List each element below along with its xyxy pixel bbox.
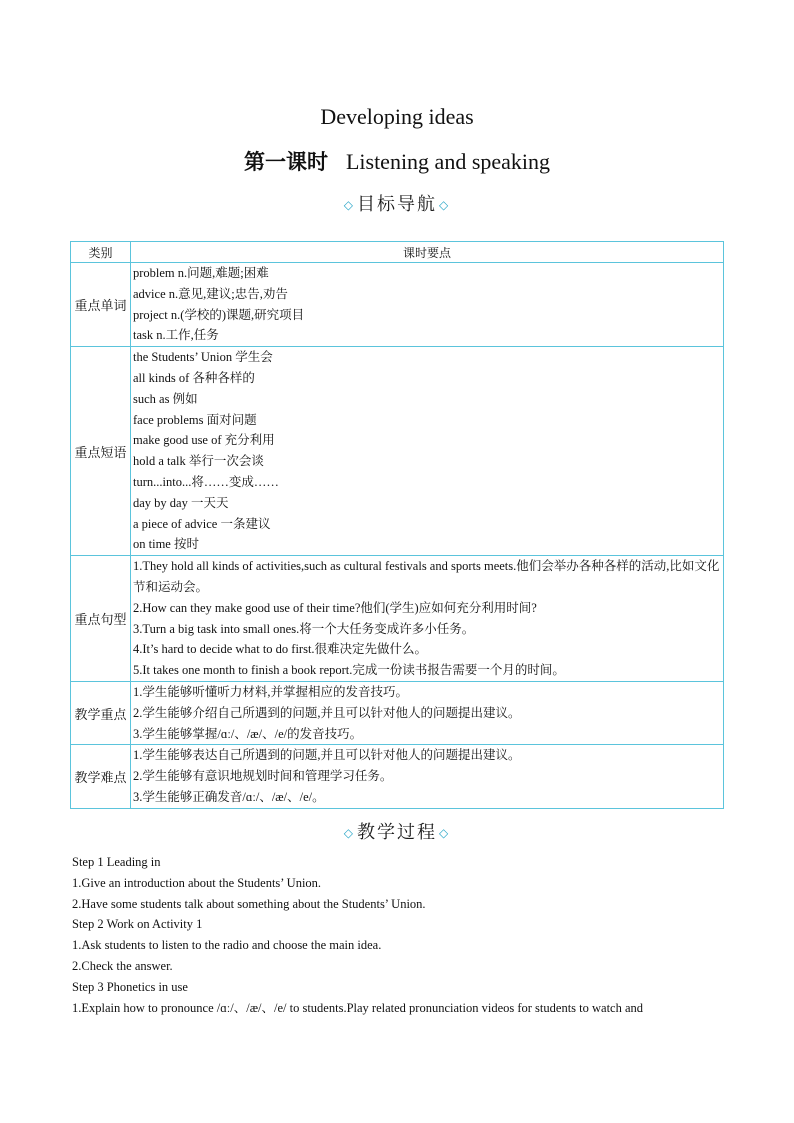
lesson-label: 第一课时 [243, 150, 328, 174]
list-item: on time 按时 [133, 537, 199, 552]
list-item: 3.学生能够掌握/ɑː/、/æ/、/e/的发音技巧。 [133, 726, 363, 741]
list-item: 2.学生能够有意识地规划时间和管理学习任务。 [133, 769, 393, 784]
row-category: 重点短语 [71, 347, 131, 556]
process-line: 1.Explain how to pronounce /ɑː/、/æ/、/e/ to students.Play related pronunciation videos for students to watch and [72, 1000, 644, 1015]
list-item: project n.(学校的)课题,研究项目 [133, 307, 305, 322]
list-item: 2.学生能够介绍自己所遇到的问题,并且可以针对他人的问题提出建议。 [133, 705, 521, 720]
process-line: 1.Ask students to listen to the radio and choose the main idea. [72, 938, 382, 953]
diamond-icon: ◇ [343, 826, 355, 840]
table-row [71, 263, 724, 347]
list-item: problem n.问题,难题;困难 [133, 266, 269, 280]
list-item: 3.学生能够正确发音/ɑː/、/æ/、/e/。 [133, 789, 325, 804]
list-item: task n.工作,任务 [133, 328, 219, 343]
row-category: 重点句型 [71, 556, 131, 682]
list-item: hold a talk 举行一次会谈 [133, 454, 264, 469]
process-line: Step 1 Leading in [72, 855, 161, 869]
row-content [131, 745, 724, 808]
process-line: Step 2 Work on Activity 1 [72, 917, 203, 932]
list-item: 1.They hold all kinds of activities,such as cultural festivals and sports meets.他们会举办各种各样的活动,比如文化节和运动会。 [133, 559, 720, 594]
goals-heading [0, 190, 794, 216]
row-category: 教学重点 [71, 681, 131, 744]
lesson-points-table [70, 241, 724, 809]
teaching-process [72, 852, 724, 1018]
row-category: 教学难点 [71, 745, 131, 808]
row-content [131, 556, 724, 682]
list-item: day by day 一天天 [133, 495, 229, 510]
process-heading-text: 教学过程 [357, 822, 437, 843]
row-content [131, 681, 724, 744]
page-title: Developing ideas [320, 104, 474, 129]
process-line: 1.Give an introduction about the Students’ Union. [72, 875, 322, 890]
process-line: Step 3 Phonetics in use [72, 979, 188, 994]
lesson-heading [0, 146, 794, 176]
list-item: 3.Turn a big task into small ones.将一个大任务变成许多小任务。 [133, 621, 475, 636]
list-item: all kinds of 各种各样的 [133, 370, 255, 385]
table-header-row [71, 242, 724, 263]
table-header-points: 课时要点 [131, 242, 724, 263]
list-item: advice n.意见,建议;忠告,劝告 [133, 286, 288, 301]
diamond-icon: ◇ [439, 826, 451, 840]
list-item: face problems 面对问题 [133, 412, 257, 427]
list-item: 1.学生能够表达自己所遇到的问题,并且可以针对他人的问题提出建议。 [133, 748, 521, 763]
process-heading [0, 818, 794, 844]
row-content [131, 263, 724, 347]
diamond-icon: ◇ [439, 198, 451, 212]
table-header-category: 类别 [71, 242, 131, 263]
table-row [71, 347, 724, 556]
table-row [71, 745, 724, 808]
list-item: a piece of advice 一条建议 [133, 516, 271, 531]
diamond-icon: ◇ [343, 198, 355, 212]
goals-heading-text: 目标导航 [357, 194, 437, 215]
table-row [71, 681, 724, 744]
list-item: make good use of 充分利用 [133, 433, 275, 448]
table-row [71, 556, 724, 682]
list-item: such as 例如 [133, 391, 198, 406]
process-line: 2.Have some students talk about something about the Students’ Union. [72, 896, 426, 911]
lesson-title: Listening and speaking [345, 149, 551, 174]
process-line: 2.Check the answer. [72, 958, 173, 973]
list-item: 5.It takes one month to finish a book report.完成一份读书报告需要一个月的时间。 [133, 663, 565, 678]
list-item: turn...into...将……变成…… [133, 474, 279, 489]
list-item: the Students’ Union 学生会 [133, 350, 273, 365]
row-content [131, 347, 724, 556]
list-item: 2.How can they make good use of their time?他们(学生)应如何充分利用时间? [133, 600, 537, 615]
list-item: 4.It’s hard to decide what to do first.很难决定先做什么。 [133, 642, 428, 657]
row-category: 重点单词 [71, 263, 131, 347]
list-item: 1.学生能够听懂听力材料,并掌握相应的发音技巧。 [133, 684, 409, 699]
